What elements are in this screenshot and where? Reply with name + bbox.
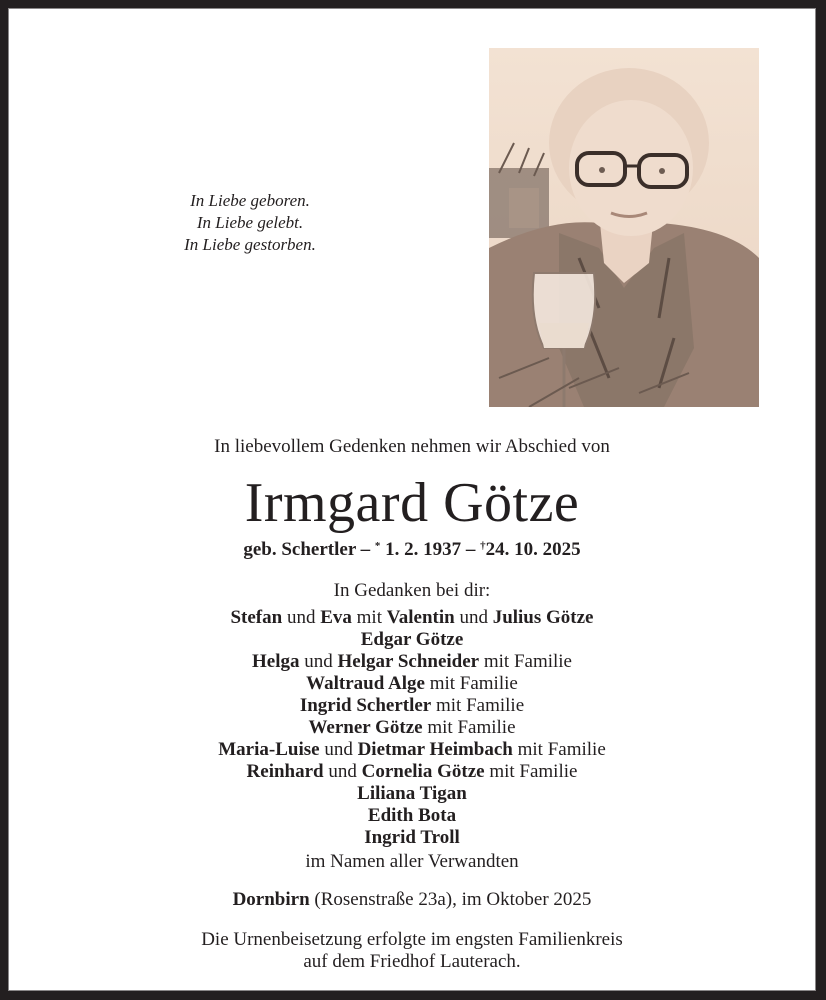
deceased-name: Irmgard Götze — [244, 472, 580, 534]
mourner-name: Cornelia Götze — [361, 761, 485, 782]
mourner-name: Ingrid Troll — [364, 827, 460, 848]
mourner-connector: mit — [351, 607, 387, 628]
mourner-connector: und — [323, 761, 362, 782]
mourner-name: Edith Bota — [367, 805, 457, 826]
dash: – — [465, 539, 476, 560]
portrait-image — [489, 48, 759, 407]
mourner-connector: mit Familie — [431, 695, 525, 716]
mourner-row — [8, 651, 816, 673]
death-date: 24. 10. 2025 — [485, 539, 581, 560]
life-dates — [8, 534, 816, 562]
mourner-row — [8, 827, 816, 849]
motto-line-2: In Liebe gelebt. — [196, 213, 304, 232]
portrait-photo — [489, 48, 759, 407]
mourner-connector: mit Familie — [422, 717, 516, 738]
mourner-name: Reinhard — [246, 761, 324, 782]
mourner-row — [8, 805, 816, 827]
closing-line: im Namen aller Verwandten — [305, 851, 519, 872]
mourner-name: Maria-Luise — [218, 739, 320, 760]
birth-date: 1. 2. 1937 — [385, 539, 462, 560]
mourner-name: Helga — [252, 651, 300, 672]
maiden-name: geb. Schertler — [243, 539, 356, 560]
mourner-connector: mit Familie — [479, 651, 572, 672]
motto — [150, 190, 350, 256]
mourner-connector: und — [454, 607, 493, 628]
mourner-connector: und — [299, 651, 338, 672]
mourner-row — [8, 607, 816, 629]
place-and-date — [8, 888, 816, 912]
intro-text: In liebevollem Gedenken nehmen wir Abschied von — [214, 436, 610, 457]
place-detail: (Rosenstraße 23a), im Oktober 2025 — [309, 889, 592, 910]
mourner-connector: und — [319, 739, 358, 760]
mourner-name: Werner Götze — [308, 717, 423, 738]
mourner-name: Edgar Götze — [360, 629, 464, 650]
mourner-name: Valentin — [386, 607, 455, 628]
burial-line-1: Die Urnenbeisetzung erfolgte im engsten Familienkreis — [201, 929, 623, 950]
burial-line-2: auf dem Friedhof Lauterach. — [303, 951, 521, 972]
mourner-name: Dietmar Heimbach — [357, 739, 513, 760]
mourner-row — [8, 717, 816, 739]
motto-line-1: In Liebe geboren. — [190, 191, 310, 210]
mourner-name: Waltraud Alge — [306, 673, 425, 694]
dash: – — [360, 539, 371, 560]
motto-line-3: In Liebe gestorben. — [184, 235, 316, 254]
mourner-row — [8, 695, 816, 717]
mourner-connector: und — [282, 607, 321, 628]
thoughts-heading: In Gedanken bei dir: — [333, 580, 491, 601]
burial-note — [8, 929, 816, 973]
mourner-row — [8, 673, 816, 695]
mourner-name: Liliana Tigan — [357, 783, 467, 804]
mourner-name: Julius Götze — [492, 607, 594, 628]
mourner-row — [8, 739, 816, 761]
mourner-connector: mit Familie — [424, 673, 518, 694]
mourner-connector: mit Familie — [512, 739, 606, 760]
mourner-row — [8, 629, 816, 651]
mourners-list — [8, 607, 816, 849]
mourner-row — [8, 761, 816, 783]
mourner-name: Ingrid Schertler — [299, 695, 432, 716]
death-cross-icon: † — [480, 540, 486, 552]
place-city: Dornbirn — [232, 889, 310, 910]
mourner-connector: mit Familie — [484, 761, 578, 782]
birth-star-icon: * — [374, 540, 381, 552]
mourner-name: Eva — [320, 607, 352, 628]
mourner-name: Stefan — [230, 607, 283, 628]
mourner-name: Helgar Schneider — [337, 651, 480, 672]
mourner-row — [8, 783, 816, 805]
